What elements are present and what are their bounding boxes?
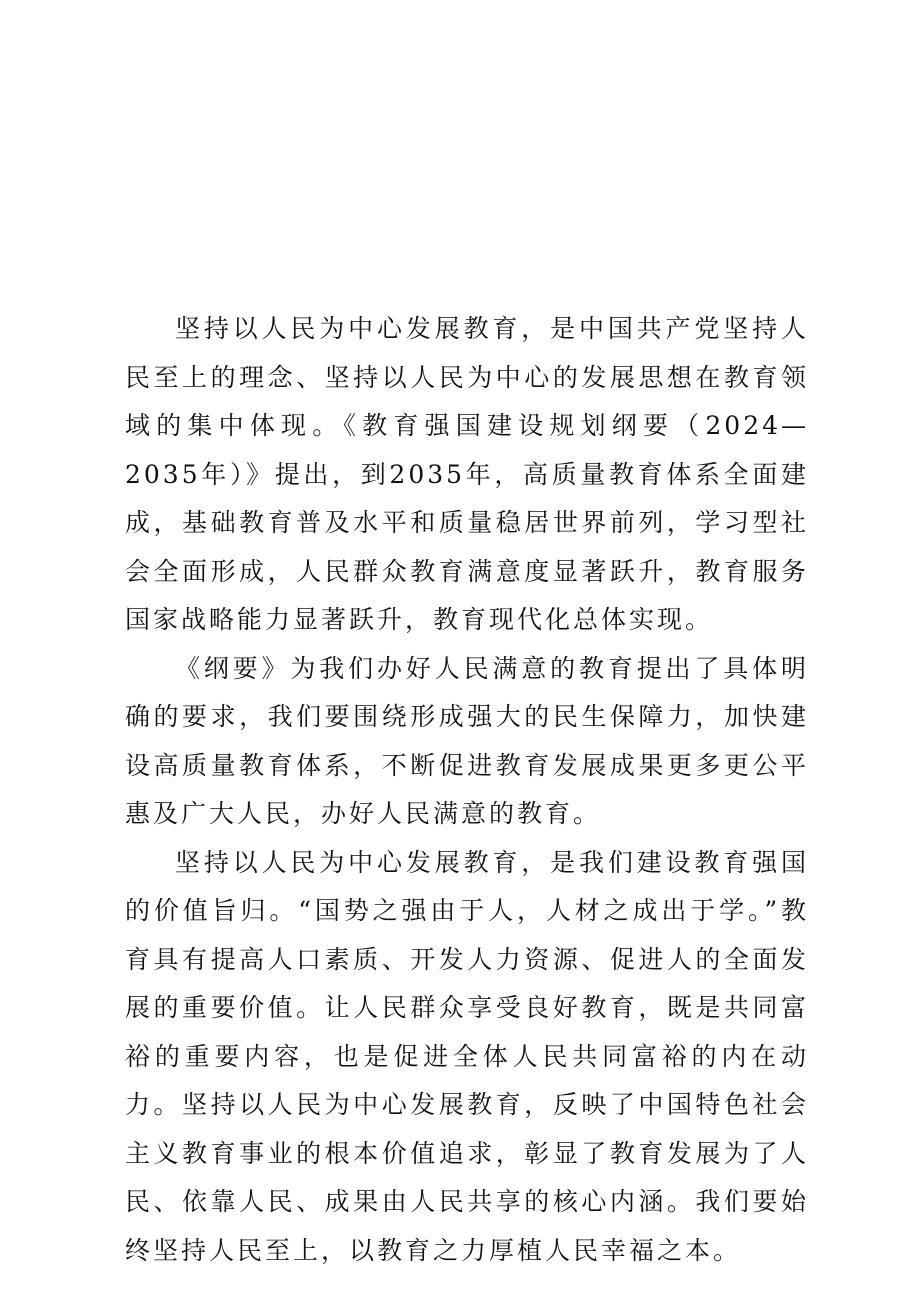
paragraph-1: 坚持以人民为中心发展教育，是中国共产党坚持人民至上的理念、坚持以人民为中心的发展思想在教育领域的集中体现。《教育强国建设规划纲要（2024—2035年）》提出，到2035年，高质量教育体系全面建成，基础教育普及水平和质量稳居世界前列，学习型社会全面形成，人民群众教育满意度显著跃升，教育服务国家战略能力显著跃升，教育现代化总体实现。 [125, 314, 809, 634]
paragraph-2: 《纲要》为我们办好人民满意的教育提出了具体明确的要求，我们要围绕形成强大的民生保障力，加快建设高质量教育体系，不断促进教育发展成果更多更公平惠及广大人民，办好人民满意的教育。 [125, 653, 809, 828]
document-body [125, 305, 809, 1275]
paragraph-3: 坚持以人民为中心发展教育，是我们建设教育强国的价值旨归。“国势之强由于人，人材之成出于学。”教育具有提高人口素质、开发人力资源、促进人的全面发展的重要价值。让人民群众享受良好教育，既是共同富裕的重要内容，也是促进全体人民共同富裕的内在动力。坚持以人民为中心发展教育，反映了中国特色社会主义教育事业的根本价值追求，彰显了教育发展为了人民、依靠人民、成果由人民共享的核心内涵。我们要始终坚持人民至上，以教育之力厚植人民幸福之本。 [125, 847, 809, 1265]
